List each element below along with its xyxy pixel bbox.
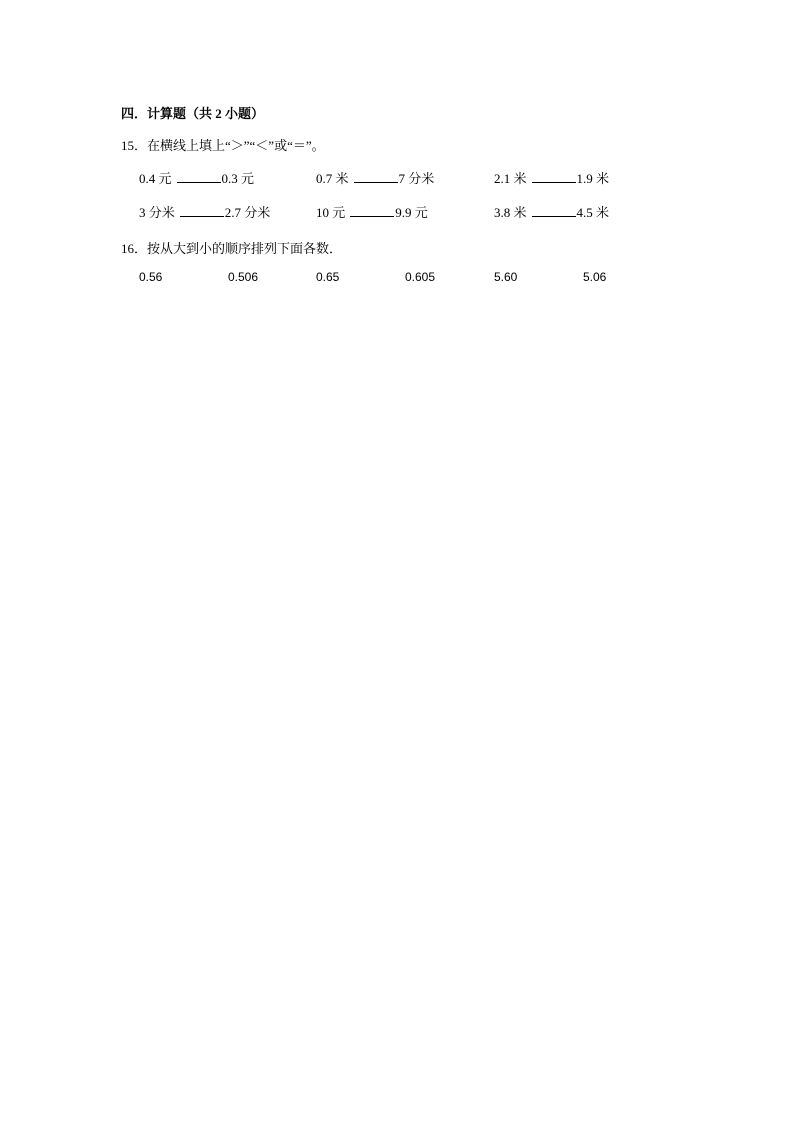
- comparison-left: 3 分米: [139, 205, 175, 220]
- question-15-prompt: 15．在横线上填上“＞”“＜”或“＝”。: [121, 138, 325, 153]
- comparison-item: [139, 202, 270, 221]
- comparison-item: [139, 168, 254, 187]
- comparison-right: 1.9 米: [576, 171, 610, 186]
- number-item: 0.506: [228, 270, 259, 284]
- comparison-right: 4.5 米: [576, 205, 610, 220]
- comparison-right: 7 分米: [398, 171, 435, 186]
- answer-blank[interactable]: [350, 204, 394, 217]
- answer-blank[interactable]: [354, 170, 398, 183]
- comparison-left: 2.1 米: [494, 171, 527, 186]
- number-item: 5.06: [583, 270, 607, 284]
- comparison-item: [316, 168, 434, 187]
- answer-blank[interactable]: [177, 170, 221, 183]
- number-item: 0.65: [316, 270, 340, 284]
- question-16-prompt: 16．按从大到小的顺序排列下面各数．: [121, 241, 343, 256]
- comparison-row-2: [139, 202, 659, 220]
- comparison-left: 0.7 米: [316, 171, 349, 186]
- answer-blank[interactable]: [180, 204, 224, 217]
- number-item: 0.56: [139, 270, 163, 284]
- comparison-left: 3.8 米: [494, 205, 527, 220]
- comparison-left: 0.4 元: [139, 171, 172, 186]
- comparison-right: 9.9 元: [395, 205, 428, 220]
- number-list: [139, 270, 659, 288]
- answer-blank[interactable]: [532, 204, 576, 217]
- number-item: 0.605: [405, 270, 436, 284]
- comparison-right: 2.7 分米: [224, 205, 271, 220]
- number-item: 5.60: [494, 270, 518, 284]
- comparison-right: 0.3 元: [221, 171, 255, 186]
- comparison-item: [494, 202, 609, 221]
- comparison-row-1: [139, 168, 659, 186]
- comparison-left: 10 元: [316, 205, 346, 220]
- comparison-item: [494, 168, 609, 187]
- comparison-item: [316, 202, 428, 221]
- section-title: 四．计算题（共 2 小题）: [121, 106, 265, 121]
- answer-blank[interactable]: [532, 170, 576, 183]
